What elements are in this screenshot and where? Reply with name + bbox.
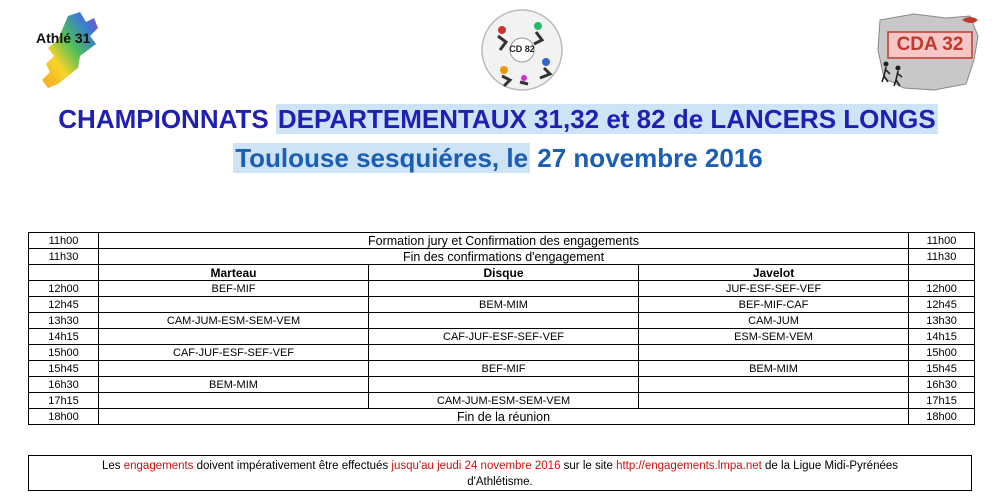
time-cell: 13h30	[29, 313, 99, 329]
marteau-cell: BEM-MIM	[99, 377, 369, 393]
disque-cell: CAF-JUF-ESF-SEF-VEF	[369, 329, 639, 345]
athle31-map-icon	[28, 10, 128, 92]
time-cell-right: 18h00	[909, 409, 975, 425]
cd82-text: CD 82	[509, 44, 535, 54]
time-cell-right: 12h45	[909, 297, 975, 313]
title-line1-part2: DEPARTEMENTAUX 31,32 et 82 de LANCERS LONGS	[277, 104, 936, 134]
registration-notice	[28, 455, 972, 491]
athle31-logo	[28, 10, 128, 92]
header-disque: Disque	[369, 265, 639, 281]
cd82-logo	[480, 8, 564, 92]
time-cell: 14h15	[29, 329, 99, 345]
javelot-cell	[639, 377, 909, 393]
marteau-cell	[99, 297, 369, 313]
table-row	[29, 249, 975, 265]
marteau-cell	[99, 329, 369, 345]
header-javelot: Javelot	[639, 265, 909, 281]
schedule-table	[28, 232, 975, 425]
notice-text: de la Ligue Midi-Pyrénées	[761, 460, 899, 472]
time-cell-right: 13h30	[909, 313, 975, 329]
page-subtitle	[0, 140, 996, 176]
title-line1-part1: CHAMPIONNATS	[58, 104, 276, 134]
disque-cell	[369, 345, 639, 361]
notice-text: Les	[101, 460, 124, 472]
event-cell: Formation jury et Confirmation des engagements	[99, 233, 909, 249]
athle31-text: Athlé 31	[36, 30, 91, 46]
time-cell: 12h00	[29, 281, 99, 297]
disque-cell: BEM-MIM	[369, 297, 639, 313]
javelot-cell	[639, 393, 909, 409]
time-cell: 15h00	[29, 345, 99, 361]
marteau-cell: CAM-JUM-ESM-SEM-VEM	[99, 313, 369, 329]
notice-text: sur le site	[560, 460, 617, 472]
disque-cell: CAM-JUM-ESM-SEM-VEM	[369, 393, 639, 409]
event-cell: Fin des confirmations d'engagement	[99, 249, 909, 265]
cda32-logo	[874, 10, 982, 94]
javelot-cell: JUF-ESF-SEF-VEF	[639, 281, 909, 297]
time-cell: 16h30	[29, 377, 99, 393]
marteau-cell: BEF-MIF	[99, 281, 369, 297]
notice-text: doivent impérativement être effectués	[193, 460, 392, 472]
disque-cell: BEF-MIF	[369, 361, 639, 377]
table-row	[29, 377, 975, 393]
javelot-cell: BEF-MIF-CAF	[639, 297, 909, 313]
table-row	[29, 281, 975, 297]
title-line2-part1: Toulouse sesquiéres, le	[235, 143, 529, 173]
table-header-row	[29, 265, 975, 281]
page-title	[0, 102, 996, 136]
time-cell-right: 15h00	[909, 345, 975, 361]
time-cell: 12h45	[29, 297, 99, 313]
notice-engagements: engagements	[123, 460, 194, 472]
javelot-cell: ESM-SEM-VEM	[639, 329, 909, 345]
time-cell: 17h15	[29, 393, 99, 409]
disque-cell	[369, 377, 639, 393]
time-cell-right: 15h45	[909, 361, 975, 377]
time-cell-right: 17h15	[909, 393, 975, 409]
marteau-cell	[99, 361, 369, 377]
time-cell: 11h00	[29, 233, 99, 249]
header-marteau: Marteau	[99, 265, 369, 281]
time-cell-right: 11h00	[909, 233, 975, 249]
javelot-cell: BEM-MIM	[639, 361, 909, 377]
cda32-text: CDA 32	[896, 34, 964, 55]
time-cell: 11h30	[29, 249, 99, 265]
marteau-cell: CAF-JUF-ESF-SEF-VEF	[99, 345, 369, 361]
event-cell: Fin de la réunion	[99, 409, 909, 425]
marteau-cell	[99, 393, 369, 409]
title-line2-part2: 27 novembre 2016	[530, 143, 763, 173]
table-row	[29, 361, 975, 377]
time-cell-right: 16h30	[909, 377, 975, 393]
table-row	[29, 409, 975, 425]
table-row	[29, 329, 975, 345]
javelot-cell	[639, 345, 909, 361]
notice-line1	[29, 458, 971, 474]
notice-deadline: jusqu'au jeudi 24 novembre 2016	[391, 460, 561, 472]
time-cell-right: 12h00	[909, 281, 975, 297]
time-cell-right: 11h30	[909, 249, 975, 265]
table-row	[29, 393, 975, 409]
table-row	[29, 297, 975, 313]
empty-cell	[29, 265, 99, 281]
time-cell: 18h00	[29, 409, 99, 425]
engagements-link[interactable]: http://engagements.lmpa.net	[616, 460, 762, 472]
table-row	[29, 233, 975, 249]
table-row	[29, 313, 975, 329]
time-cell-right: 14h15	[909, 329, 975, 345]
javelot-cell: CAM-JUM	[639, 313, 909, 329]
table-row	[29, 345, 975, 361]
disque-cell	[369, 313, 639, 329]
time-cell: 15h45	[29, 361, 99, 377]
disque-cell	[369, 281, 639, 297]
notice-line2: d'Athlétisme.	[467, 476, 533, 488]
empty-cell	[909, 265, 975, 281]
